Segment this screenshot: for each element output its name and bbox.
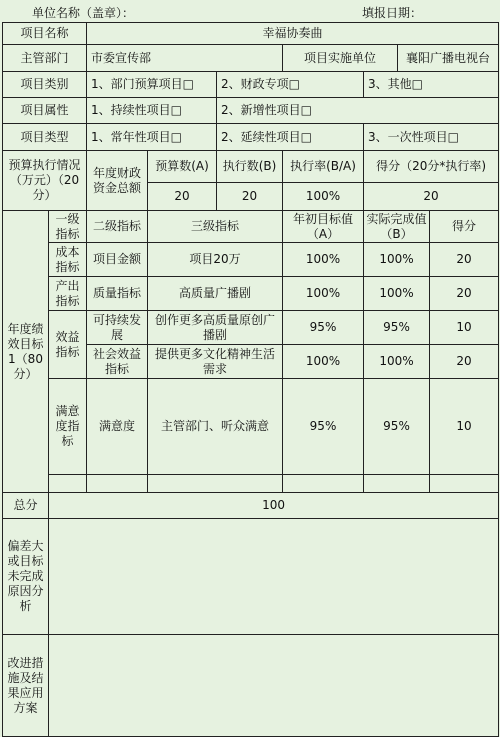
satisfaction-level2: 满意度 [87, 379, 148, 475]
project-name-value: 幸福协奏曲 [87, 23, 499, 45]
satisfaction-level3: 主管部门、听众满意 [148, 379, 283, 475]
budget-score-value: 20 [364, 183, 499, 211]
total-row [3, 493, 499, 519]
total-label: 总分 [3, 493, 49, 519]
fill-date-label: 填报日期： [362, 6, 423, 20]
type-label: 项目类型 [3, 124, 87, 151]
table-row [3, 277, 499, 311]
category-option-2: 2、财政专项□ [217, 72, 364, 98]
impl-unit-value: 襄阳广播电视台 [398, 45, 499, 72]
output-score: 20 [430, 277, 499, 311]
sustain-score: 10 [430, 311, 499, 345]
exec-num-value: 20 [217, 183, 283, 211]
satisfaction-indicator-label: 满意度指标 [49, 379, 87, 475]
satisfaction-actual: 95% [364, 379, 430, 475]
level1-header: 一级指标 [49, 211, 87, 243]
output-indicator-label: 产出指标 [49, 277, 87, 311]
sustain-actual: 95% [364, 311, 430, 345]
level2-header: 二级指标 [87, 211, 148, 243]
attribute-option-2: 2、新增性项目□ [217, 98, 499, 124]
type-option-2: 2、延续性项目□ [217, 124, 364, 151]
deviation-content[interactable] [49, 519, 499, 635]
exec-rate-value: 100% [283, 183, 364, 211]
cost-level3: 项目20万 [148, 243, 283, 277]
category-row [3, 72, 499, 98]
exec-rate-label: 执行率(B/A) [283, 151, 364, 183]
sustain-level2: 可持续发展 [87, 311, 148, 345]
social-target: 100% [283, 345, 364, 379]
form-header [0, 0, 500, 22]
improvement-label: 改进措施及结果应用方案 [3, 635, 49, 737]
social-actual: 100% [364, 345, 430, 379]
social-score: 20 [430, 345, 499, 379]
attribute-row [3, 98, 499, 124]
impl-unit-label: 项目实施单位 [283, 45, 398, 72]
total-value: 100 [49, 493, 499, 519]
budget-score-label: 得分（20分*执行率) [364, 151, 499, 183]
attribute-option-1: 1、持续性项目□ [87, 98, 217, 124]
improvement-content[interactable] [49, 635, 499, 737]
satisfaction-target: 95% [283, 379, 364, 475]
annual-target-label: 年度绩效目标1（80分） [3, 211, 49, 493]
benefit-indicator-label: 效益指标 [49, 311, 87, 379]
category-label: 项目类别 [3, 72, 87, 98]
project-name-label: 项目名称 [3, 23, 87, 45]
perf-header-row [3, 211, 499, 243]
department-row [3, 45, 499, 72]
deviation-row [3, 519, 499, 635]
unit-name-label: 单位名称（盖章）： [32, 6, 135, 20]
actual-value-header: 实际完成值（B） [364, 211, 430, 243]
level3-header: 三级指标 [148, 211, 283, 243]
budget-label: 预算执行情况（万元）（20分） [3, 151, 87, 211]
cost-level2: 项目金额 [87, 243, 148, 277]
category-option-1: 1、部门预算项目□ [87, 72, 217, 98]
type-row [3, 124, 499, 151]
output-level3: 高质量广播剧 [148, 277, 283, 311]
type-option-1: 1、常年性项目□ [87, 124, 217, 151]
attribute-label: 项目属性 [3, 98, 87, 124]
cost-target: 100% [283, 243, 364, 277]
table-row [3, 379, 499, 475]
score-header: 得分 [430, 211, 499, 243]
dept-value: 市委宣传部 [87, 45, 283, 72]
budget-num-label: 预算数(A) [148, 151, 217, 183]
perf-spacer-row [3, 475, 499, 493]
deviation-label: 偏差大或目标未完成原因分析 [3, 519, 49, 635]
cost-actual: 100% [364, 243, 430, 277]
satisfaction-score: 10 [430, 379, 499, 475]
exec-num-label: 执行数(B) [217, 151, 283, 183]
budget-header-row [3, 151, 499, 183]
dept-label: 主管部门 [3, 45, 87, 72]
output-actual: 100% [364, 277, 430, 311]
type-option-3: 3、一次性项目□ [364, 124, 499, 151]
sustain-target: 95% [283, 311, 364, 345]
category-option-3: 3、其他□ [364, 72, 499, 98]
output-level2: 质量指标 [87, 277, 148, 311]
performance-form-table [2, 22, 499, 737]
target-value-header: 年初目标值（A） [283, 211, 364, 243]
social-level3: 提供更多文化精神生活需求 [148, 345, 283, 379]
improvement-row [3, 635, 499, 737]
table-row [3, 311, 499, 345]
annual-fund-total-label: 年度财政资金总额 [87, 151, 148, 211]
table-row [3, 243, 499, 277]
project-name-row [3, 23, 499, 45]
cost-score: 20 [430, 243, 499, 277]
social-level2: 社会效益指标 [87, 345, 148, 379]
sustain-level3: 创作更多高质量原创广播剧 [148, 311, 283, 345]
budget-num-value: 20 [148, 183, 217, 211]
cost-indicator-label: 成本指标 [49, 243, 87, 277]
output-target: 100% [283, 277, 364, 311]
